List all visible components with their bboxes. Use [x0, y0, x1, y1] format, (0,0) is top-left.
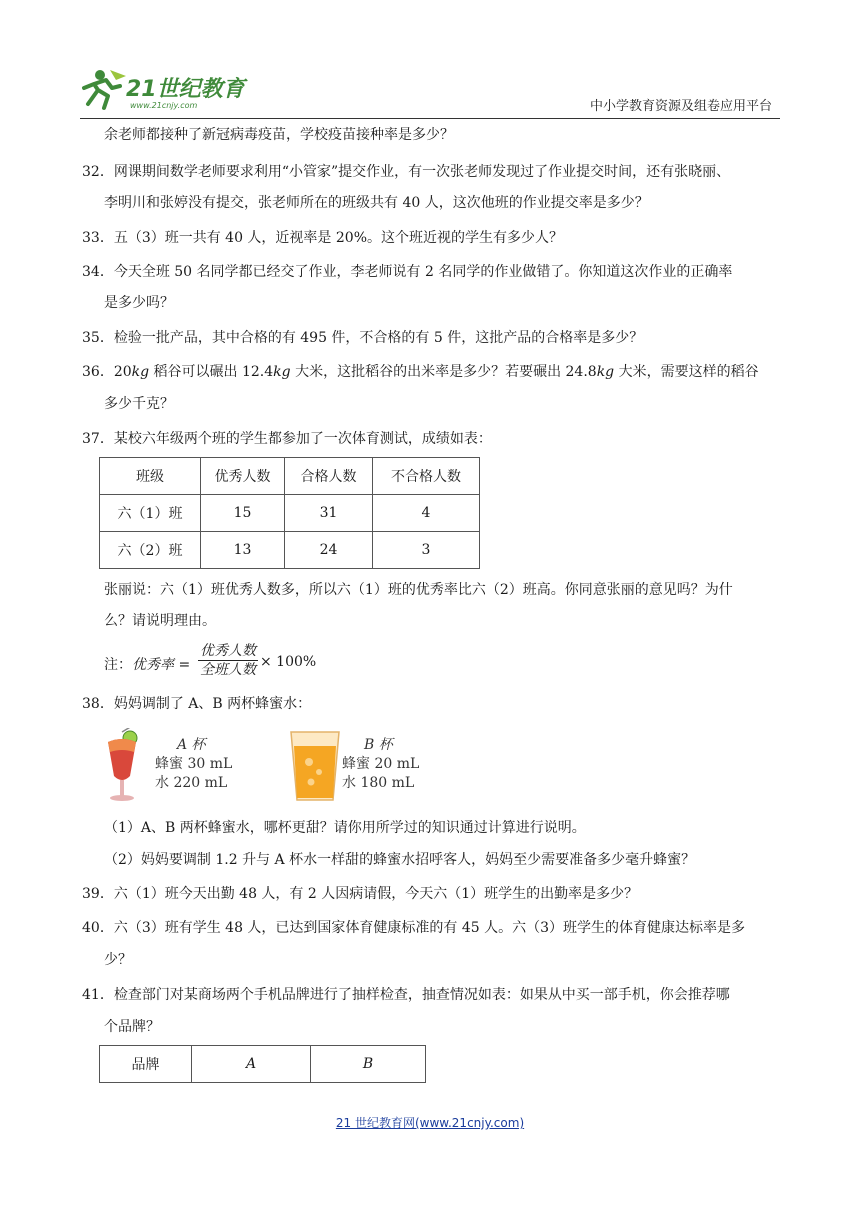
- score-table: [99, 457, 480, 569]
- logo: [80, 66, 255, 112]
- q36-unit-1: kg: [131, 364, 150, 380]
- q36-text-2: 稻谷可以碾出 12.4: [149, 364, 274, 380]
- table-cell: 六（1）班: [100, 495, 201, 532]
- q40-line1: 40．六（3）班有学生 48 人，已达到国家体育健康标准的有 45 人。六（3）班学生的体育健康达标率是多: [82, 920, 746, 936]
- q36-text-1: 36．20: [82, 364, 132, 380]
- cup-a-title: A 杯: [177, 737, 206, 753]
- note-label: 注：: [104, 657, 132, 673]
- cocktail-glass-icon: [100, 728, 144, 804]
- q34-line2: 是多少吗？: [104, 295, 174, 311]
- cup-a-water: 水 220 mL: [155, 775, 228, 791]
- table-cell: 31: [285, 495, 373, 532]
- brand-table: [99, 1045, 426, 1083]
- platform-title: 中小学教育资源及组卷应用平台: [589, 99, 772, 114]
- page-header: [80, 66, 780, 119]
- formula-note: [104, 642, 504, 682]
- q36-line1: [82, 362, 782, 382]
- table-header-row: [100, 1046, 426, 1083]
- q39: 39．六（1）班今天出勤 48 人，有 2 人因病请假，今天六（1）班学生的出勤率是多少？: [82, 886, 639, 902]
- table-header-cell: B: [311, 1046, 426, 1083]
- formula-tail: × 100%: [260, 654, 317, 670]
- q37: 37．某校六年级两个班的学生都参加了一次体育测试，成绩如表：: [82, 431, 492, 447]
- q36-text-4: 大米，需要这样的稻谷: [614, 364, 759, 380]
- table-header-row: [100, 458, 480, 495]
- table-header-cell: 优秀人数: [201, 458, 285, 495]
- formula-lhs: 优秀率 =: [132, 657, 191, 673]
- orange-drink-glass-icon: [287, 728, 343, 804]
- q31-tail: 余老师都接种了新冠病毒疫苗，学校疫苗接种率是多少？: [104, 127, 454, 143]
- table-row: [100, 495, 480, 532]
- table-cell: 六（2）班: [100, 532, 201, 569]
- table-header-cell: 不合格人数: [373, 458, 480, 495]
- table-cell: 24: [285, 532, 373, 569]
- cup-b-water: 水 180 mL: [342, 775, 415, 791]
- table-header-cell: A: [192, 1046, 311, 1083]
- q41-line2: 个品牌？: [104, 1019, 160, 1035]
- fraction-denominator: 全班人数: [200, 662, 256, 678]
- q36-line2: 多少千克？: [104, 396, 174, 412]
- table-cell: 4: [373, 495, 480, 532]
- q36-unit-3: kg: [596, 364, 615, 380]
- cup-a-honey: 蜂蜜 30 mL: [155, 756, 233, 772]
- q38-sub2: （2）妈妈要调制 1.2 升与 A 杯水一样甜的蜂蜜水招呼客人，妈妈至少需要准备多少毫升蜂蜜？: [104, 852, 696, 868]
- q38: 38．妈妈调制了 A、B 两杯蜂蜜水：: [82, 696, 312, 712]
- cup-b-label: [342, 736, 419, 793]
- cup-b-title: B 杯: [364, 737, 393, 753]
- cup-a-label: [155, 736, 232, 793]
- cup-b-honey: 蜂蜜 20 mL: [342, 756, 420, 772]
- q38-sub1: （1）A、B 两杯蜂蜜水，哪杯更甜？请你用所学过的知识通过计算进行说明。: [104, 820, 586, 836]
- q40-line2: 少？: [104, 952, 132, 968]
- table-row: [100, 532, 480, 569]
- q32-line2: 李明川和张婷没有提交，张老师所在的班级共有 40 人，这次他班的作业提交率是多少？: [104, 195, 649, 211]
- q34-line1: 34．今天全班 50 名同学都已经交了作业，李老师说有 2 名同学的作业做错了。你知道这次作业的正确率: [82, 264, 733, 280]
- q33: 33．五（3）班一共有 40 人，近视率是 20%。这个班近视的学生有多少人？: [82, 230, 564, 246]
- table-cell: 15: [201, 495, 285, 532]
- fraction-numerator: 优秀人数: [200, 643, 256, 659]
- q36-unit-2: kg: [273, 364, 291, 380]
- table-header-cell: 班级: [100, 458, 201, 495]
- q37-comment-line1: 张丽说：六（1）班优秀人数多，所以六（1）班的优秀率比六（2）班高。你同意张丽的意见吗？为什: [104, 582, 733, 598]
- q32-line1: 32．网课期间数学老师要求利用“小管家”提交作业，有一次张老师发现过了作业提交时间，还有张晓丽、: [82, 164, 731, 180]
- logo-url: www.21cnjy.com: [130, 101, 198, 110]
- q35: 35．检验一批产品，其中合格的有 495 件，不合格的有 5 件，这批产品的合格率是多少？: [82, 330, 644, 346]
- table-header-cell: 品牌: [100, 1046, 192, 1083]
- table-cell: 13: [201, 532, 285, 569]
- q36-text-3: 大米，这批稻谷的出米率是多少？若要碾出 24.8: [290, 364, 597, 380]
- table-header-cell: 合格人数: [285, 458, 373, 495]
- footer-link[interactable]: 21 世纪教育网(www.21cnjy.com): [335, 1116, 525, 1130]
- runner-icon: [84, 70, 126, 108]
- table-cell: 3: [373, 532, 480, 569]
- q37-comment-line2: 么？请说明理由。: [104, 613, 216, 629]
- logo-text: 21世纪教育: [126, 77, 245, 102]
- q41-line1: 41．检查部门对某商场两个手机品牌进行了抽样检查，抽查情况如表：如果从中买一部手机，你会推荐哪: [82, 987, 730, 1003]
- formula-fraction: [198, 642, 258, 679]
